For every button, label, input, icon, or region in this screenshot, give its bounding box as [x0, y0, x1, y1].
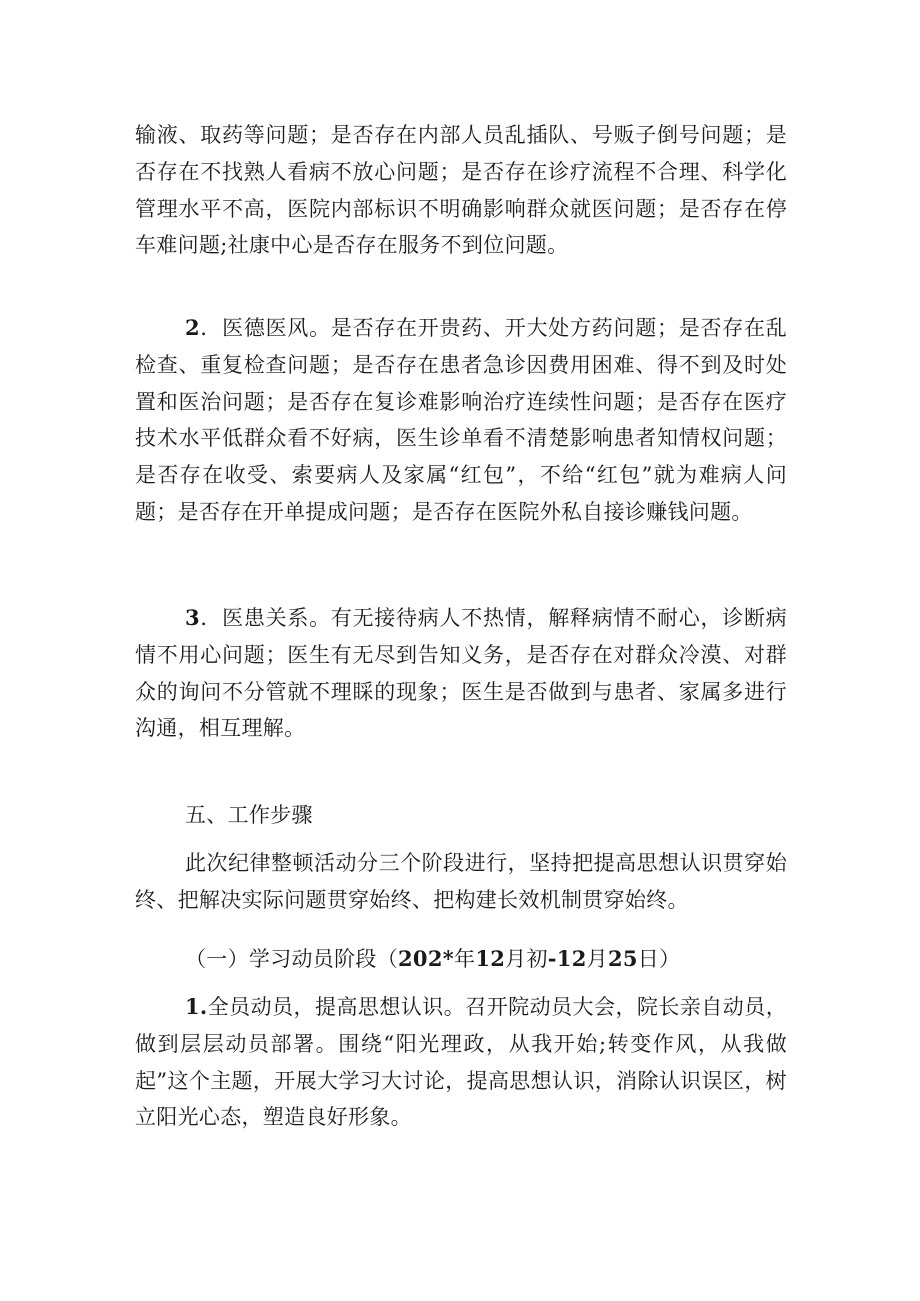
paragraph-text: 输液、取药等问题；是否存在内部人员乱插队、号贩子倒号问题；是否存在不找熟人看病不放心问题；是否存在诊疗流程不合理、科学化管理水平不高，医院内部标识不明确影响群众就医问题；是否存在停车难问题;社康中心是否存在服务不到位问题。	[135, 123, 787, 258]
section-heading: 五、工作步骤	[185, 803, 313, 827]
paragraph-mobilization	[135, 989, 787, 1136]
stage-heading-text: 年	[454, 947, 476, 971]
stage-heading-month: 12	[475, 946, 506, 971]
stage-heading-month: -12	[547, 946, 587, 971]
paragraph-text: 此次纪律整顿活动分三个阶段进行，坚持把提高思想认识贯穿始终、把解决实际问题贯穿始终、把构建长效机制贯穿始终。	[135, 851, 787, 912]
stage-heading-text: （一）学习动员阶段（	[185, 947, 398, 971]
item-number: 2	[185, 315, 200, 340]
stage-heading-year: 202*	[398, 946, 455, 971]
paragraph-service-issues	[135, 117, 787, 264]
paragraph-overview	[135, 845, 787, 919]
stage-heading-text: 日）	[637, 947, 681, 971]
paragraph-doctor-patient	[135, 600, 787, 747]
paragraph-text: ．医德医风。是否存在开贵药、开大处方药问题；是否存在乱检查、重复检查问题；是否存在患者急诊因费用困难、得不到及时处置和医治问题；是否存在复诊难影响治疗连续性问题；是否存在医疗技术水平低群众看不好病，医生诊单看不清楚影响患者知情权问题；是否存在收受、索要病人及家属“红包”，不给“红包”就为难病人问题；是否存在开单提成问题；是否存在医院外私自接诊赚钱问题。	[135, 316, 787, 524]
paragraph-text: 全员动员，提高思想认识。召开院动员大会，院长亲自动员，做到层层动员部署。围绕“阳光理政，从我开始;转变作风，从我做起”这个主题，开展大学习大讨论，提高思想认识，消除认识误区，树立阳光心态，塑造良好形象。	[135, 995, 787, 1130]
paragraph-medical-ethics	[135, 310, 787, 531]
stage-heading-text: 月	[586, 947, 608, 971]
stage-heading-day: 25	[607, 946, 638, 971]
stage-heading-text: 月初	[505, 947, 548, 971]
item-number: 1.	[185, 994, 208, 1019]
stage-heading	[185, 941, 680, 978]
paragraph-text: ．医患关系。有无接待病人不热情，解释病情不耐心，诊断病情不用心问题；医生有无尽到告知义务，是否存在对群众冷漠、对群众的询问不分管就不理睬的现象；医生是否做到与患者、家属多进行沟通，相互理解。	[135, 606, 787, 741]
item-number: 3	[185, 605, 200, 630]
